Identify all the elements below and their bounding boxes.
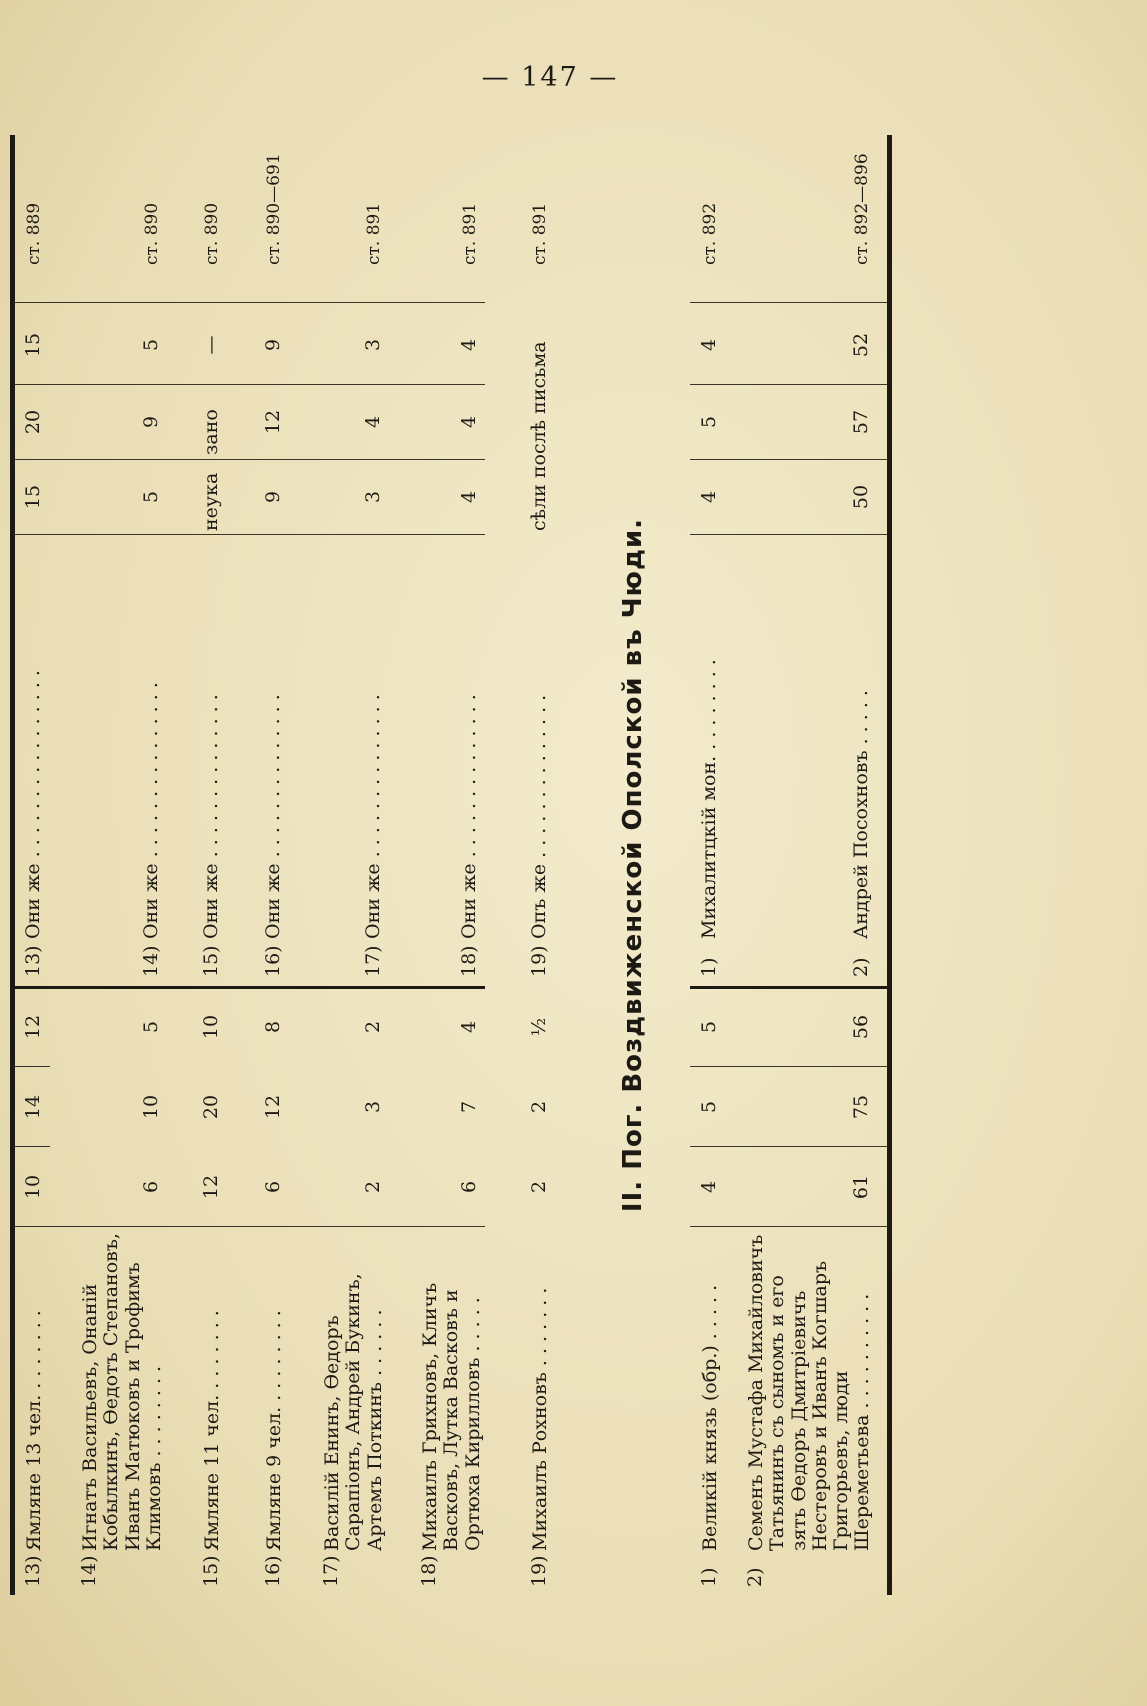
description: Они же . . . . . . . . . . . . . .: [458, 694, 480, 939]
desc-number: 17): [362, 945, 384, 977]
value-b: 14: [22, 1094, 44, 1120]
value-a: 2: [362, 1180, 384, 1194]
entry-number: 16): [262, 1555, 284, 1587]
value-c: 56: [850, 1014, 872, 1040]
value-a: 4: [698, 1180, 720, 1194]
divider: [690, 302, 887, 303]
value-dash: —: [200, 335, 222, 355]
note-unbroken: неука: [200, 472, 222, 531]
divider: [690, 1066, 887, 1067]
description: Они же . . . . . . . . . . . . . .: [262, 694, 284, 939]
landholder-names: Михаилъ Рохновъ . . . . . . .: [529, 1287, 551, 1551]
landholder-names: Ямляне 13 чел. . . . . . . .: [23, 1310, 45, 1551]
value-f: 3: [362, 338, 384, 352]
column-reference: ст. 891: [460, 202, 480, 265]
divider: [690, 459, 887, 460]
value-b: 7: [458, 1100, 480, 1114]
entry-number: 1): [698, 1567, 720, 1587]
value-f: 15: [22, 332, 44, 358]
divider: [15, 384, 485, 385]
entry-number: 18): [418, 1555, 440, 1587]
value-d: 3: [362, 490, 384, 504]
value-c: 12: [22, 1014, 44, 1040]
value-c: 2: [362, 1020, 384, 1034]
column-reference: ст. 891: [530, 202, 550, 265]
value-c: 4: [458, 1020, 480, 1034]
column-reference: ст. 889: [24, 202, 44, 265]
column-reference: ст. 890: [202, 202, 222, 265]
description: Они же . . . . . . . . . . . . . .: [362, 694, 384, 939]
desc-number: 1): [698, 957, 720, 977]
value-f: 4: [698, 338, 720, 352]
divider: [15, 534, 485, 535]
value-d: 9: [262, 490, 284, 504]
divider: [15, 986, 485, 989]
entry-number: 15): [200, 1555, 222, 1587]
description: Они же . . . . . . . . . . . . . . .: [140, 682, 162, 939]
divider: [690, 1226, 887, 1227]
divider: [15, 1146, 50, 1147]
value-d: 4: [698, 490, 720, 504]
column-reference: ст. 890: [142, 202, 162, 265]
value-d: 5: [140, 490, 162, 504]
desc-number: 15): [200, 945, 222, 977]
value-c: 10: [200, 1014, 222, 1040]
divider: [690, 384, 887, 385]
column-reference: ст. 892—896: [852, 153, 872, 265]
divider: [690, 1146, 887, 1147]
top-rule: [10, 135, 15, 1595]
description: Андрей Посохновъ . . . . .: [850, 690, 872, 939]
value-b: 20: [200, 1094, 222, 1120]
value-a: 6: [262, 1180, 284, 1194]
bottom-rule: [887, 135, 892, 1595]
value-a: 61: [850, 1174, 872, 1200]
landholder-names: Великій князь (обр.) . . . . .: [699, 1284, 721, 1551]
description: Они же . . . . . . . . . . . . . .: [200, 694, 222, 939]
divider: [690, 986, 887, 989]
entry-number: 2): [744, 1567, 766, 1587]
value-a: 12: [200, 1174, 222, 1200]
value-b: 2: [528, 1100, 550, 1114]
value-e: 57: [850, 409, 872, 435]
value-a: 10: [22, 1174, 44, 1200]
value-b: 3: [362, 1100, 384, 1114]
value-d: 4: [458, 490, 480, 504]
value-e: 20: [22, 409, 44, 435]
value-a: 6: [140, 1180, 162, 1194]
value-b: 12: [262, 1094, 284, 1120]
note-ploughed: зано: [200, 409, 222, 455]
desc-number: 14): [140, 945, 162, 977]
desc-number: 19): [528, 945, 550, 977]
description: Они же . . . . . . . . . . . . . . . .: [22, 670, 44, 939]
value-c: 8: [262, 1020, 284, 1034]
value-f: 9: [262, 338, 284, 352]
value-c: 5: [140, 1020, 162, 1034]
landholder-names: Ямляне 11 чел. . . . . . . .: [201, 1310, 223, 1551]
entry-number: 19): [528, 1555, 550, 1587]
value-d: 50: [850, 484, 872, 510]
divider: [690, 534, 887, 535]
landholder-names: Михаилъ Грихновъ, Кличъ Васковъ, Лутка Васковъ и Ортюха Кирилловъ . . . . .: [419, 1282, 484, 1551]
desc-number: 16): [262, 945, 284, 977]
value-f: 4: [458, 338, 480, 352]
value-e: 12: [262, 409, 284, 435]
divider: [15, 459, 485, 460]
value-e: 5: [698, 415, 720, 429]
desc-number: 2): [850, 957, 872, 977]
desc-number: 18): [458, 945, 480, 977]
value-a: 6: [458, 1180, 480, 1194]
divider: [15, 1066, 50, 1067]
value-f: 52: [850, 332, 872, 358]
page-number: — 147 —: [481, 62, 619, 93]
landholder-names: Ямляне 9 чел. . . . . . . . .: [263, 1310, 285, 1551]
description: Опъ же . . . . . . . . . . . . . .: [528, 694, 550, 939]
landholder-names: Василій Енинъ, Ѳедоръ Сарапіонъ, Андрей Букинъ, Артемъ Поткинъ . . . . . .: [321, 1273, 386, 1551]
entry-number: 14): [78, 1555, 100, 1587]
value-a: 2: [528, 1180, 550, 1194]
entry-number: 13): [22, 1555, 44, 1587]
column-reference: ст. 891: [364, 202, 384, 265]
value-b: 75: [850, 1094, 872, 1120]
value-e: 4: [362, 415, 384, 429]
value-b: 10: [140, 1094, 162, 1120]
column-reference: ст. 892: [700, 202, 720, 265]
value-c: ½: [528, 1017, 550, 1037]
value-b: 5: [698, 1100, 720, 1114]
divider: [15, 302, 485, 303]
section-heading: II. Пог. Воздвиженской Ополской въ Чюди.: [618, 517, 648, 1213]
landholder-names: Игнатъ Васильевъ, Онаній Кобылкинъ, Ѳедотъ Степановъ, Иванъ Матюковъ и Трофимъ Климовъ . . . . . . . .: [79, 1233, 165, 1551]
note-settled-after-survey: сѣли послѣ письма: [528, 341, 550, 531]
description: Михалитцкій мон. . . . . . . . .: [698, 659, 720, 939]
entry-number: 17): [320, 1555, 342, 1587]
value-d: 15: [22, 484, 44, 510]
landholder-names: Семенъ Мустафа Михайловичъ Татьянинъ съ сыномъ и его зять Ѳедоръ Дмитріевичъ Нестеровъ и Иванъ Когшаръ Григорьевъ, люди Шереметьева . . . . . . . . . .: [745, 1234, 874, 1551]
rotated-table: [10, 135, 900, 1595]
value-e: 9: [140, 415, 162, 429]
value-f: 5: [140, 338, 162, 352]
desc-number: 13): [22, 945, 44, 977]
value-c: 5: [698, 1020, 720, 1034]
column-reference: ст. 890—691: [264, 153, 284, 265]
value-e: 4: [458, 415, 480, 429]
divider: [15, 1226, 485, 1227]
